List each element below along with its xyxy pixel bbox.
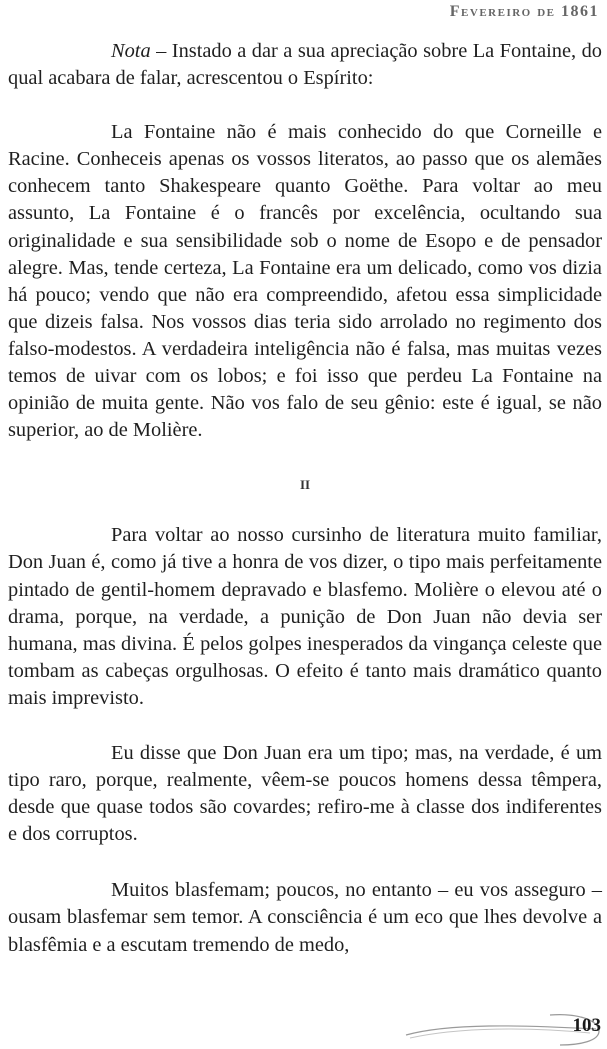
- page-body: [8, 38, 602, 959]
- note-text: – Instado a dar a sua apreciação sobre La Fontaine, do qual acabara de falar, acrescentou o Espírito:: [8, 40, 602, 90]
- note-label: Nota: [111, 40, 151, 62]
- paragraph-note: [8, 38, 602, 92]
- running-header: Fevereiro de 1861: [449, 3, 599, 20]
- page-number: 103: [572, 1015, 601, 1036]
- paragraph-blasfemam: Muitos blasfemam; poucos, no entanto – eu vos asseguro – ousam blasfemar sem temor. A consciência é um eco que lhes devolve a blasfêmia e a escutam tremendo de medo,: [8, 879, 602, 956]
- paragraph-la-fontaine: La Fontaine não é mais conhecido do que Corneille e Racine. Conheceis apenas os vossos literatos, ao passo que os alemães conhecem tanto Shakespeare quanto Goëthe. Para voltar ao meu assunto, La Fontaine é o francês por excelência, ocultando sua originalidade e sua sensibilidade sob o nome de Esopo e de pensador alegre. Mas, tende certeza, La Fontaine era um delicado, como vos dizia há pouco; vendo que não era compreendido, afetou essa simplicidade que dizeis falsa. Nos vossos dias teria sido arrolado no regimento dos falso-modestos. A verdadeira inteligência não é falsa, mas muitas vezes temos de uivar com os lobos; e foi isso que perdeu La Fontaine na opinião de muita gente. Não vos falo de seu gênio: este é igual, se não superior, ao de Molière.: [8, 121, 602, 442]
- section-heading: II: [299, 477, 311, 493]
- paragraph-tipo-raro: Eu disse que Don Juan era um tipo; mas, na verdade, é um tipo raro, porque, realmente, vêem-se poucos homens dessa têmpera, desde que quase todos são covardes; refiro-me à classe dos indiferentes e dos corruptos.: [8, 741, 602, 846]
- page-ornament-swash: [400, 1005, 600, 1049]
- paragraph-don-juan: Para voltar ao nosso cursinho de literatura muito familiar, Don Juan é, como já tive a honra de vos dizer, o tipo mais perfeitamente pintado de gentil-homem depravado e blasfemo. Molière o elevou até o drama, porque, na verdade, a punição de Don Juan não devia ser humana, mas divina. É pelos golpes inesperados da vingança celeste que tombam as cabeças orgulhosas. O efeito é tanto mais dramático quanto mais imprevisto.: [8, 524, 602, 709]
